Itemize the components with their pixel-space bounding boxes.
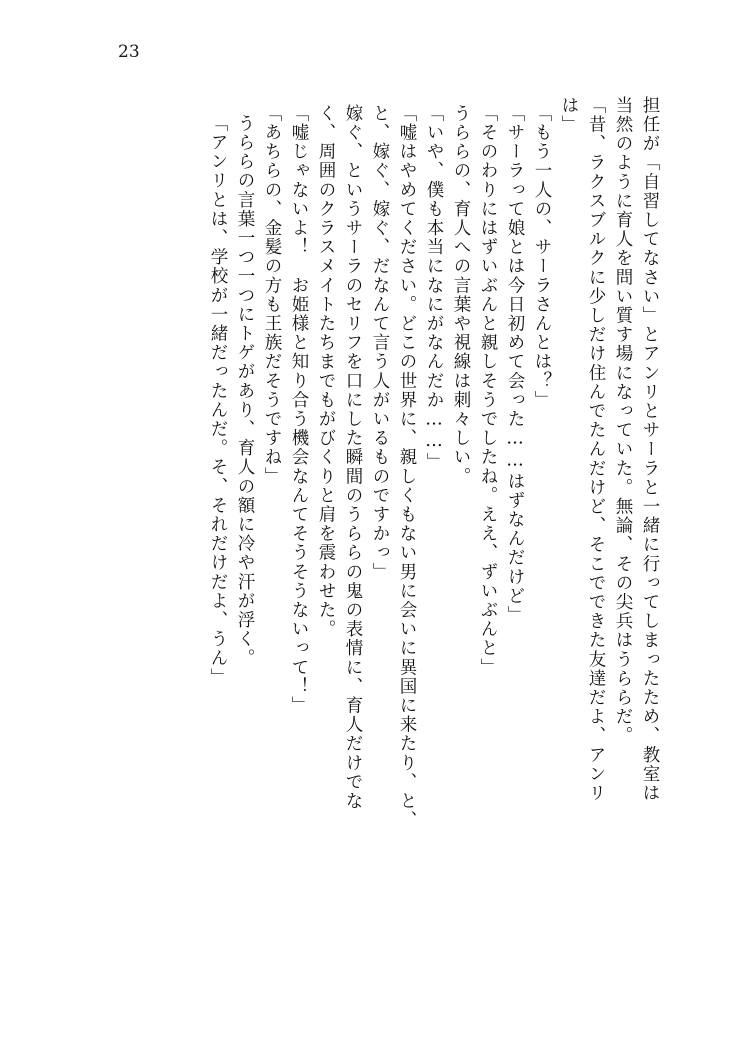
text-column: 当然のように育人を問い質す場になっていた。無論、その尖兵はうららだ。 [613,96,633,746]
text-column: 「そのわりにはずいぶんと親しそうでしたね。ええ、ずいぶんと」 [478,104,498,677]
text-column: く、周囲のクラスメイトたちまでもがびくりと肩を震わせた。 [316,104,336,639]
page-number: 23 [118,42,140,62]
text-column: 「もう一人の、サーラさんとは？」 [532,104,552,410]
text-column: 「嘘じゃないよ！ お姫様と知り合う機会なんてそうそうないって！」 [289,104,309,716]
text-column: 「サーラって娘とは今日初めて会った……はずなんだけど」 [505,104,525,625]
text-column: 「昔、ラクスブルクに少しだけ住んでたんだけど、そこでできた友達だよ、アンリ [586,96,606,803]
text-column: 担任が「自習してなさい」とアンリとサーラと一緒に行ってしまったため、教室は [640,96,660,803]
text-column: 嫁ぐ、というサーラのセリフを口にした瞬間のうららの鬼の表情に、育人だけでな [343,104,363,811]
text-column: うららの言葉一つ一つにトゲがあり、育人の額に冷や汗が浮く。 [235,114,255,668]
text-column: 「いや、僕も本当になにがなんだか……」 [424,104,444,472]
vertical-text-block [98,96,658,906]
text-column: は」 [559,96,579,135]
text-column: うららの、育人への言葉や視線は刺々しい。 [451,104,471,486]
text-column: 「あちらの、金髪の方も王族だそうですね」 [262,104,282,486]
text-column: 「アンリとは、学校が一緒だったんだ。そ、それだけだよ、うん」 [208,114,228,687]
text-column: と、嫁ぐ、嫁ぐ、だなんて言う人がいるものですかっ」 [370,104,390,582]
text-column: 「嘘はやめてください。どこの世界に、親しくもない男に会いに異国に来たり、と、 [397,104,417,830]
